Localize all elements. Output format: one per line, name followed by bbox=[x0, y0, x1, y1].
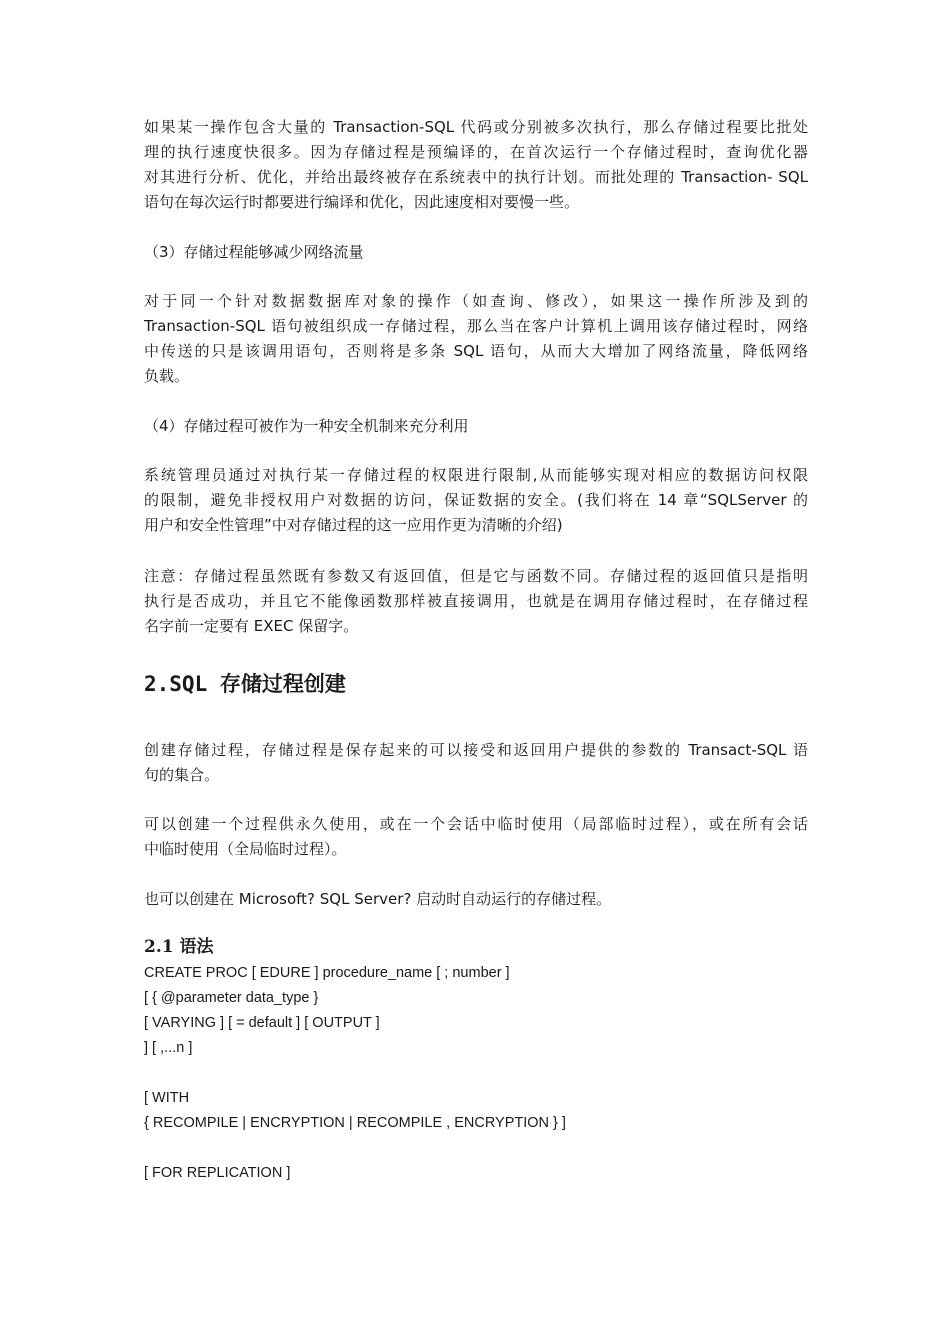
text-line: 理的执行速度快很多。因为存储过程是预编译的，在首次运行一个存储过程时，查询优化器 bbox=[144, 143, 808, 161]
list-item-text: （4）存储过程可被作为一种安全机制来充分利用 bbox=[144, 417, 469, 435]
paragraph-text bbox=[144, 463, 808, 538]
text-line: 句的集合。 bbox=[144, 766, 220, 784]
paragraph-text bbox=[144, 738, 808, 788]
code-line-blank bbox=[144, 1061, 808, 1086]
text-line: 如果某一操作包含大量的 Transaction-SQL 代码或分别被多次执行，那么存储过程要比批处 bbox=[144, 118, 808, 136]
text-line: 对于同一个针对数据数据库对象的操作（如查询、修改），如果这一操作所涉及到的 bbox=[144, 292, 808, 310]
paragraph-text bbox=[144, 887, 808, 912]
syntax-code-block bbox=[144, 961, 808, 1186]
paragraph-startup bbox=[144, 887, 808, 912]
text-line: 创建存储过程，存储过程是保存起来的可以接受和返回用户提供的参数的 Transact-SQL 语 bbox=[144, 741, 808, 759]
paragraph-text bbox=[144, 289, 808, 389]
text-line: 用户和安全性管理”中对存储过程的这一应用作更为清晰的介绍) bbox=[144, 516, 563, 534]
list-item-network-traffic bbox=[144, 240, 808, 265]
paragraph-temporary bbox=[144, 812, 808, 862]
code-line: [ FOR REPLICATION ] bbox=[144, 1165, 291, 1181]
code-line: ] [ ,...n ] bbox=[144, 1040, 193, 1056]
text-line: 也可以创建在 Microsoft? SQL Server? 启动时自动运行的存储过程。 bbox=[144, 890, 612, 908]
code-line: [ WITH bbox=[144, 1090, 190, 1106]
paragraph-network bbox=[144, 289, 808, 389]
section-heading-text: 2.SQL 存储过程创建 bbox=[144, 672, 346, 696]
code-line: CREATE PROC [ EDURE ] procedure_name [ ; number ] bbox=[144, 965, 510, 981]
section-heading bbox=[144, 669, 808, 699]
list-item-text: （3）存储过程能够减少网络流量 bbox=[144, 243, 364, 261]
code-line-blank bbox=[144, 1136, 808, 1161]
paragraph-security bbox=[144, 463, 808, 538]
text-line: 可以创建一个过程供永久使用，或在一个会话中临时使用（局部临时过程），或在所有会话 bbox=[144, 815, 808, 833]
text-line: 对其进行分析、优化，并给出最终被存在系统表中的执行计划。而批处理的 Transaction- SQL bbox=[144, 168, 808, 186]
code-line: [ VARYING ] [ = default ] [ OUTPUT ] bbox=[144, 1015, 380, 1031]
text-line: 名字前一定要有 EXEC 保留字。 bbox=[144, 617, 359, 635]
list-item-security bbox=[144, 414, 808, 439]
text-line: Transaction-SQL 语句被组织成一存储过程，那么当在客户计算机上调用该存储过程时，网络 bbox=[144, 317, 808, 335]
code-lines bbox=[144, 961, 808, 1186]
paragraph-text bbox=[144, 812, 808, 862]
paragraph-create bbox=[144, 738, 808, 788]
paragraph-note bbox=[144, 564, 808, 639]
code-line: { RECOMPILE | ENCRYPTION | RECOMPILE , ENCRYPTION } ] bbox=[144, 1115, 566, 1131]
text-line: 语句在每次运行时都要进行编译和优化，因此速度相对要慢一些。 bbox=[144, 193, 580, 211]
text-line: 系统管理员通过对执行某一存储过程的权限进行限制,从而能够实现对相应的数据访问权限 bbox=[144, 466, 808, 484]
text-line: 中传送的只是该调用语句，否则将是多条 SQL 语句，从而大大增加了网络流量，降低网络 bbox=[144, 342, 808, 360]
subsection-heading-text: 2.1 语法 bbox=[144, 937, 214, 957]
text-line: 注意：存储过程虽然既有参数又有返回值，但是它与函数不同。存储过程的返回值只是指明 bbox=[144, 567, 808, 585]
text-line: 负载。 bbox=[144, 367, 190, 385]
code-line: [ { @parameter data_type } bbox=[144, 990, 319, 1006]
paragraph-performance bbox=[144, 115, 808, 215]
text-line: 执行是否成功，并且它不能像函数那样被直接调用，也就是在调用存储过程时，在存储过程 bbox=[144, 592, 808, 610]
text-line: 的限制，避免非授权用户对数据的访问，保证数据的安全。(我们将在 14 章“SQLServer 的 bbox=[144, 491, 808, 509]
paragraph-text bbox=[144, 564, 808, 639]
paragraph-text bbox=[144, 115, 808, 215]
subsection-heading bbox=[144, 935, 808, 960]
text-line: 中临时使用（全局临时过程）。 bbox=[144, 840, 347, 858]
